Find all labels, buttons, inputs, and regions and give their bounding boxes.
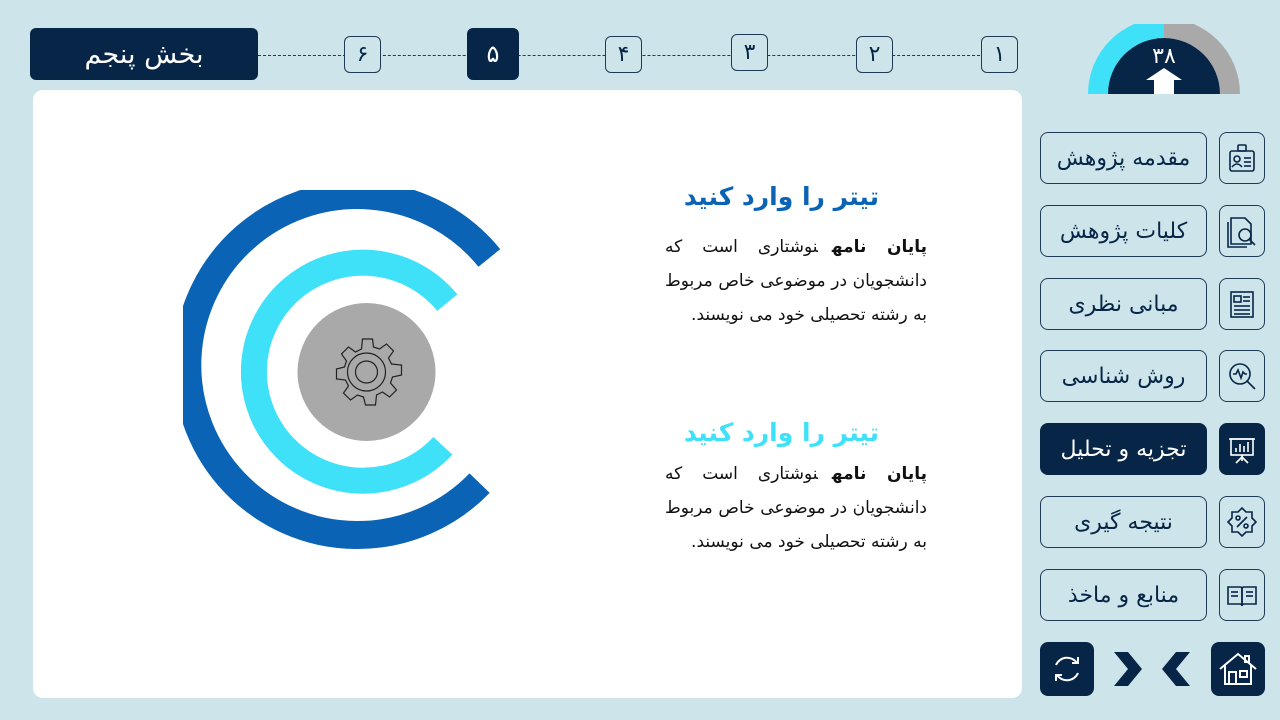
newspaper-icon: [1225, 287, 1259, 321]
menu-icon-conclusion[interactable]: [1219, 496, 1265, 548]
refresh-button[interactable]: [1040, 642, 1094, 696]
menu-item-analysis[interactable]: تجزیه و تحلیل: [1040, 423, 1207, 475]
menu-icon-theory[interactable]: [1219, 278, 1265, 330]
step-2[interactable]: ۲: [856, 36, 893, 73]
item-1-title: تیتر را وارد کنید: [683, 182, 879, 211]
home-button[interactable]: [1211, 642, 1265, 696]
step-3[interactable]: ۳: [731, 34, 768, 71]
step-1[interactable]: ۱: [981, 36, 1018, 73]
next-button[interactable]: [1112, 650, 1144, 688]
menu-icon-methodology[interactable]: [1219, 350, 1265, 402]
item-1-body: [665, 230, 927, 332]
menu-item-introduction[interactable]: مقدمه پژوهش: [1040, 132, 1207, 184]
previous-button[interactable]: [1160, 650, 1192, 688]
item-2-title: تیتر را وارد کنید: [683, 418, 879, 447]
menu-item-methodology[interactable]: روش شناسی: [1040, 350, 1207, 402]
content-panel: [33, 90, 1022, 698]
menu-item-theory[interactable]: مبانی نظری: [1040, 278, 1207, 330]
item-2-bold: پایان نامه: [831, 464, 927, 484]
menu-icon-generalities[interactable]: [1219, 205, 1265, 257]
concentric-arc-graphic: [183, 190, 503, 560]
section-title: بخش پنجم: [30, 28, 258, 80]
step-4[interactable]: ۴: [605, 36, 642, 73]
open-book-icon: [1225, 578, 1259, 612]
step-5[interactable]: ۵: [467, 28, 519, 80]
id-card-icon: [1225, 141, 1259, 175]
menu-icon-introduction[interactable]: [1219, 132, 1265, 184]
percent-badge-icon: [1225, 505, 1259, 539]
item-2-text: نوشتاری است که دانشجویان در موضوعی خاص مربوط به رشته تحصیلی خود می نویسند.: [665, 464, 927, 552]
step-6[interactable]: ۶: [344, 36, 381, 73]
menu-item-generalities[interactable]: کلیات پژوهش: [1040, 205, 1207, 257]
refresh-icon: [1049, 651, 1085, 687]
item-1-bold: پایان نامه: [831, 237, 927, 257]
presentation-chart-icon: [1225, 432, 1259, 466]
home-icon: [1217, 649, 1259, 689]
item-1-text: نوشتاری است که دانشجویان در موضوعی خاص مربوط به رشته تحصیلی خود می نویسند.: [665, 237, 927, 325]
menu-item-references[interactable]: منابع و ماخذ: [1040, 569, 1207, 621]
magnifier-pulse-icon: [1225, 359, 1259, 393]
menu-icon-references[interactable]: [1219, 569, 1265, 621]
chevron-right-icon: [1112, 650, 1144, 688]
menu-icon-analysis[interactable]: [1219, 423, 1265, 475]
document-search-icon: [1225, 214, 1259, 248]
progress-gauge: [1088, 24, 1240, 94]
slide-counter: ۳۸: [1152, 44, 1176, 69]
chevron-left-icon: [1160, 650, 1192, 688]
menu-item-conclusion[interactable]: نتیجه گیری: [1040, 496, 1207, 548]
item-2-body: [665, 457, 927, 559]
